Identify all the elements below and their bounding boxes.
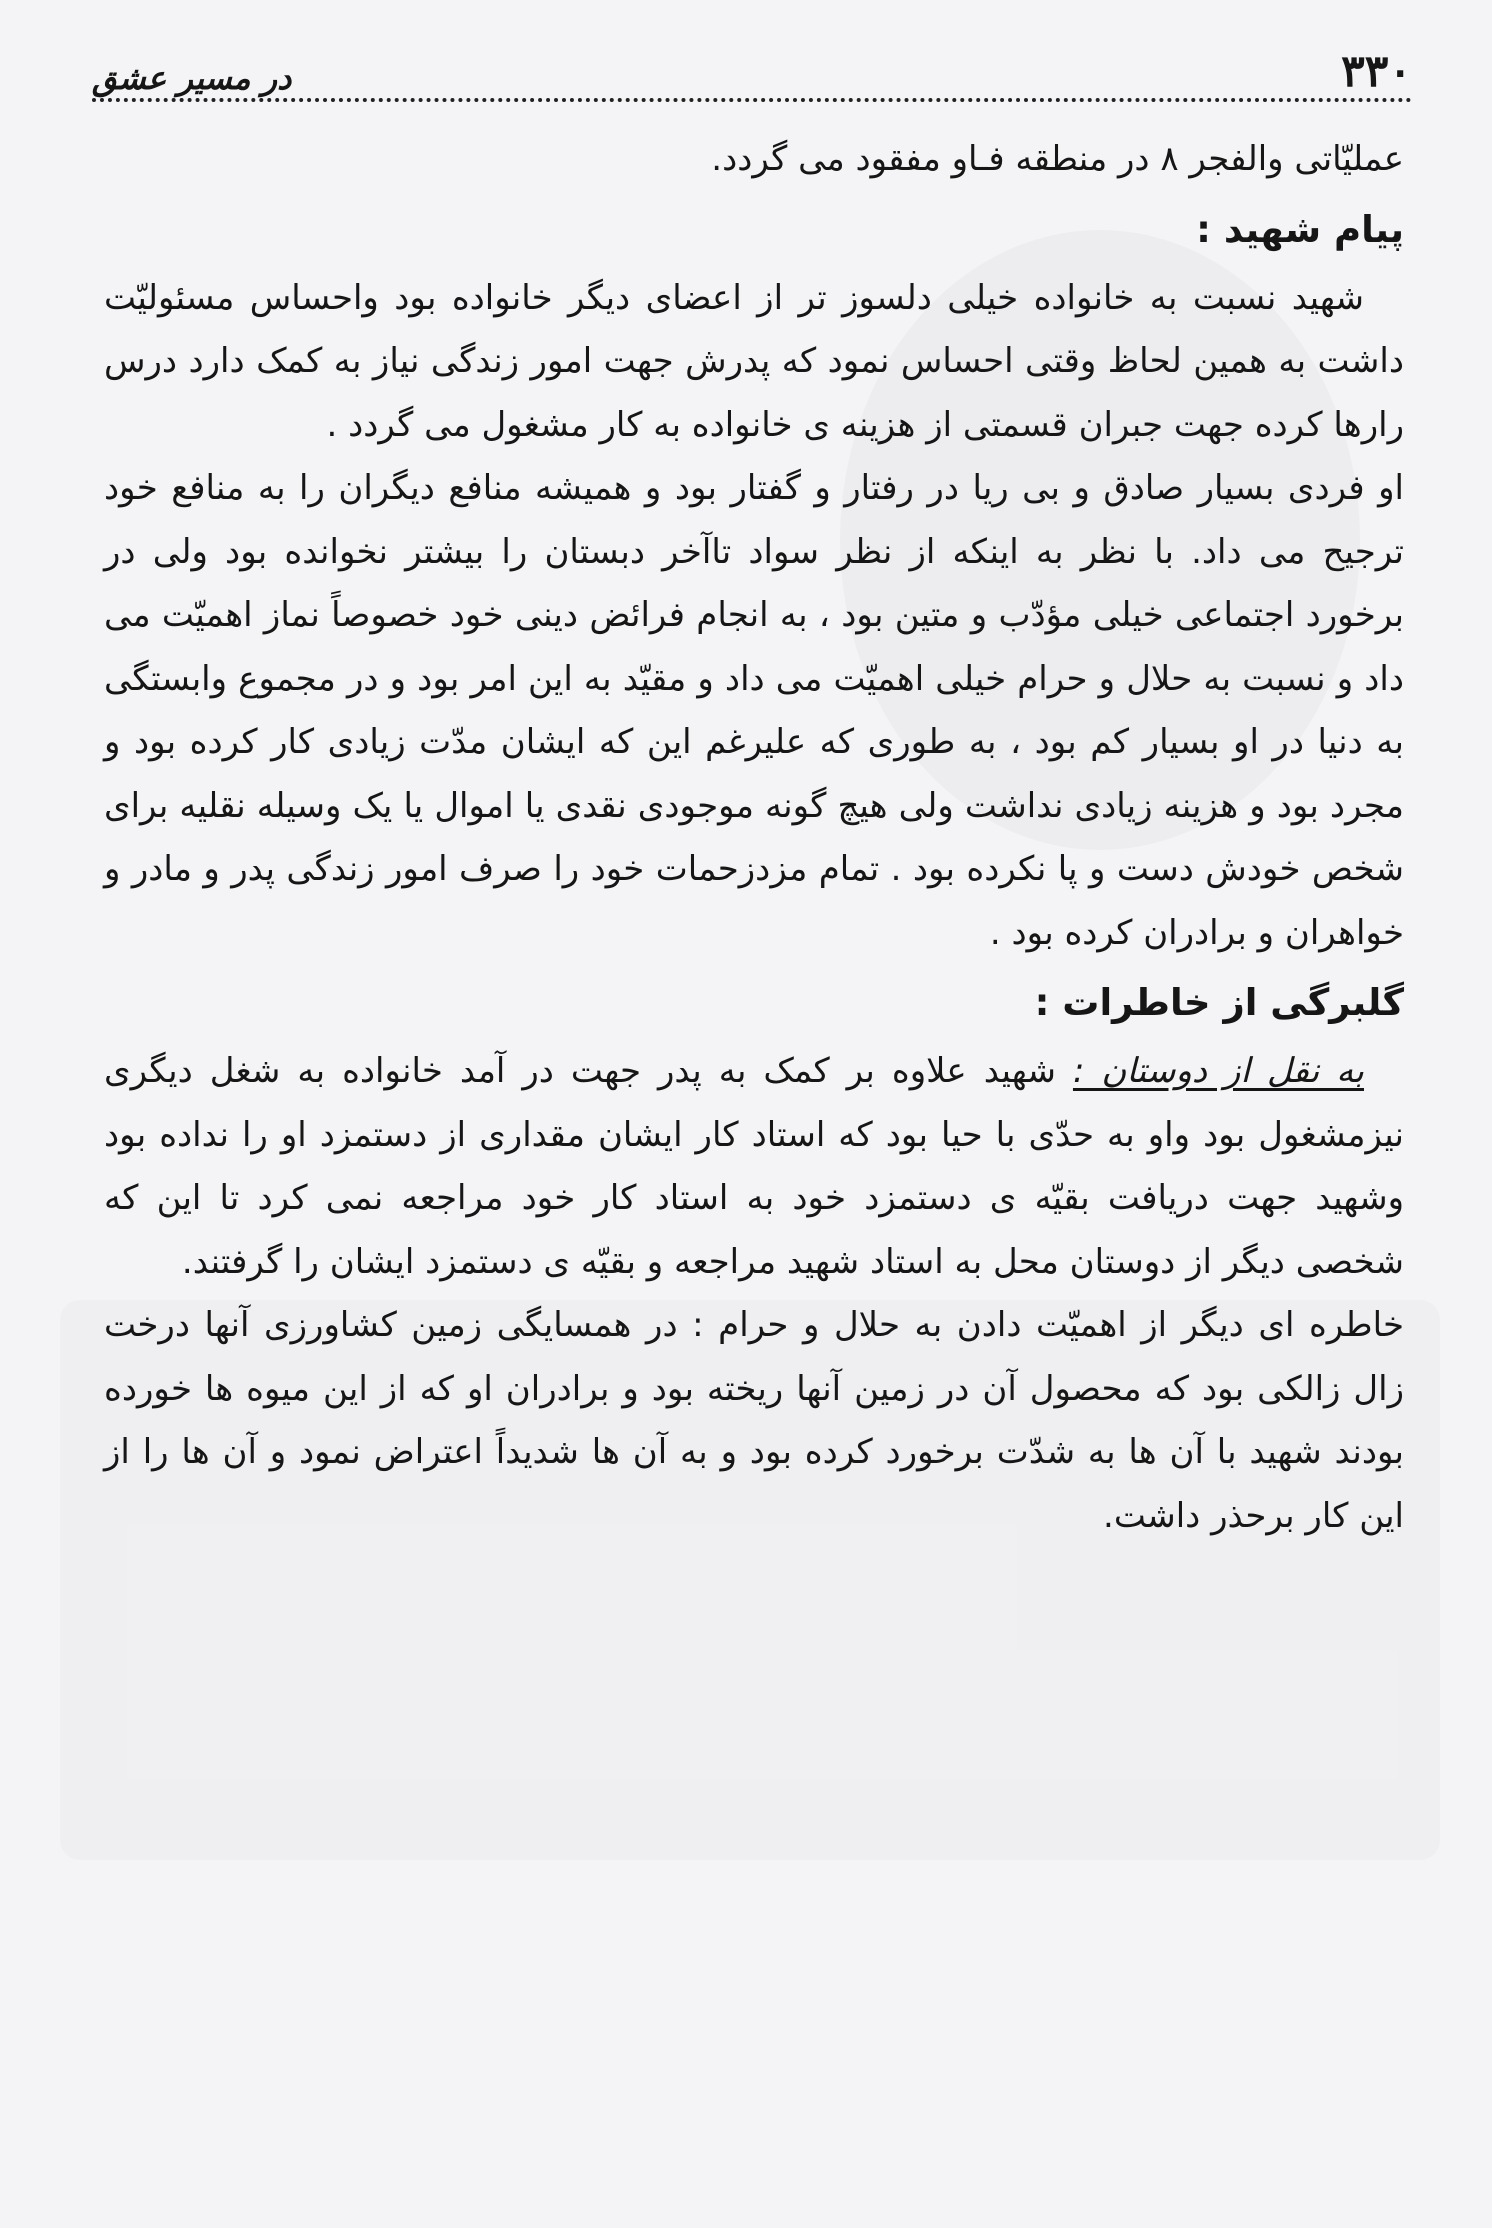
- section-heading-message: پیام شهید :: [1196, 207, 1404, 251]
- paragraph-message: شهید نسبت به خانواده خیلی دلسوز تر از اعضای دیگر خانواده بود واحساس مسئولیّت داشت به همین لحاظ وقتی احساس نمود که پدرش جهت امور زندگی نیاز به کمک دارد درس رارها کرده جهت جبران قسمتی از هزینه ی خانواده به کار مشغول می گردد .: [104, 277, 1404, 445]
- section-heading-memories: گلبرگی از خاطرات :: [1034, 981, 1404, 1024]
- paragraph-memory-friends: [104, 1040, 1404, 1294]
- body-text: [104, 128, 1404, 1548]
- header-divider: [92, 98, 1412, 102]
- memory-source-label: به نقل از دوستان :: [1072, 1051, 1364, 1091]
- running-title: در مسیر عشق: [92, 59, 292, 97]
- paragraph-continuation: عملیّاتی والفجر ۸ در منطقه فـاو مفقود می گردد.: [711, 139, 1404, 179]
- paragraph-character: او فردی بسیار صادق و بی ریا در رفتار و گفتار بود و همیشه منافع دیگران را به منافع خود ترجیح می داد. با نظر به اینکه از نظر سواد تاآخر دبستان را بیشتر نخوانده بود ولی در برخورد اجتماعی خیلی مؤدّب و متین بود ، به انجام فرائض دینی خود خصوصاً نماز اهمیّت می داد و نسبت به حلال و حرام خیلی اهمیّت می داد و مقیّد به این امر بود و در مجموع وابستگی به دنیا در او بسیار کم بود ، به طوری که علیرغم این که ایشان مدّت زیادی کار کرده بود و مجرد بود و هزینه زیادی نداشت ولی هیچ گونه موجودی نقدی یا اموال یا یک وسیله نقلیه برای شخص خودش دست و پا نکرده بود . تمام مزدزحمات خود را صرف امور زندگی پدر و مادر و خواهران و برادران کرده بود .: [104, 468, 1404, 953]
- page-number: ۳۳۰: [1341, 46, 1412, 97]
- paragraph-memory-halal: خاطره ای دیگر از اهمیّت دادن به حلال و حرام : در همسایگی زمین کشاورزی آنها درخت زال زالکی بود که محصول آن در زمین آنها ریخته بود و برادران او که از این میوه ها خورده بودند شهید با آن ها به شدّت برخورد کرده بود و به آن ها شدیداً اعتراض نمود و آن ها را از این کار برحذر داشت.: [104, 1305, 1404, 1536]
- page-header: [92, 38, 1412, 97]
- memory-friends-text: شهید علاوه بر کمک به پدر جهت در آمد خانواده به شغل دیگری نیزمشغول بود واو به حدّی با حیا بود که استاد کار ایشان مقداری از دستمزد او را نداده بود وشهید جهت دریافت بقیّه ی دستمزد خود به استاد کار خود مراجعه نمی کرد تا این که شخصی دیگر از دوستان محل به استاد شهید مراجعه و بقیّه ی دستمزد ایشان را گرفتند.: [104, 1051, 1404, 1282]
